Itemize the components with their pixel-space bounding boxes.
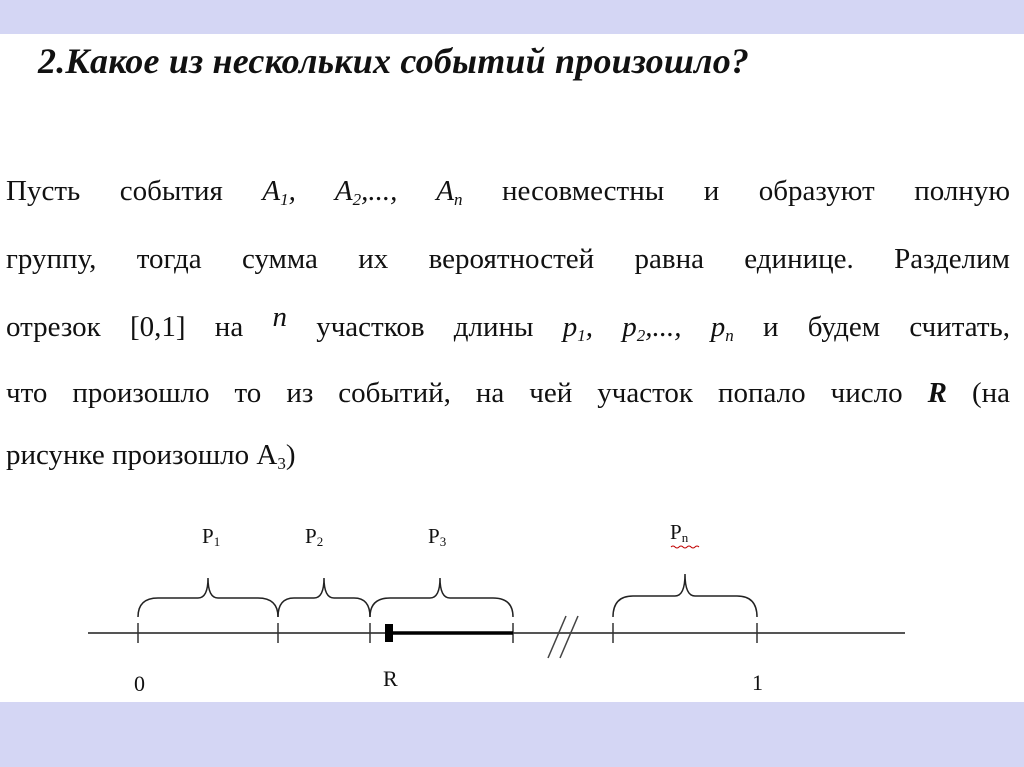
line5-sub: 3 <box>277 454 286 473</box>
brace-p2 <box>278 578 370 617</box>
pn-spellcheck-squiggle <box>671 546 699 548</box>
label-p2: P2 <box>305 524 324 549</box>
line3-after: и будем считать, <box>763 312 1010 343</box>
label-pn: Pn <box>670 520 689 545</box>
line5-text: рисунке произошло А <box>6 440 278 471</box>
line4-after: (на <box>971 378 1010 409</box>
brace-p3 <box>370 578 513 617</box>
axis-label-zero: 0 <box>134 671 145 696</box>
line1-after: несовместны и образуют полную <box>502 176 1010 207</box>
axis-label-one: 1 <box>752 670 763 695</box>
r-symbol: R <box>927 378 947 409</box>
label-p1: P1 <box>202 524 221 549</box>
events-math: $A_1$, $A_2$,..., $A_n$ <box>262 176 463 209</box>
brace-p1 <box>138 578 278 617</box>
r-marker <box>385 624 393 642</box>
paragraph-line-2: группу, тогда сумма их вероятностей равна единице. Разделим <box>6 244 1010 275</box>
label-p3: P3 <box>428 524 447 549</box>
n-math: n <box>272 312 287 333</box>
axis-label-r: R <box>383 666 398 691</box>
slide-title: 2.Какое из нескольких событий произошло? <box>38 41 750 81</box>
line5-close: ) <box>285 440 296 471</box>
brace-pn <box>613 574 757 617</box>
line1-before: Пусть события <box>6 176 223 207</box>
line3-middle: участков длины <box>316 312 534 343</box>
p-math: $p_1$, $p_2$,..., $p_n$ <box>562 312 734 345</box>
line3-before: отрезок [0,1] на <box>6 312 244 343</box>
line4-before: что произошло то из событий, на чей участок попало число <box>6 378 903 409</box>
